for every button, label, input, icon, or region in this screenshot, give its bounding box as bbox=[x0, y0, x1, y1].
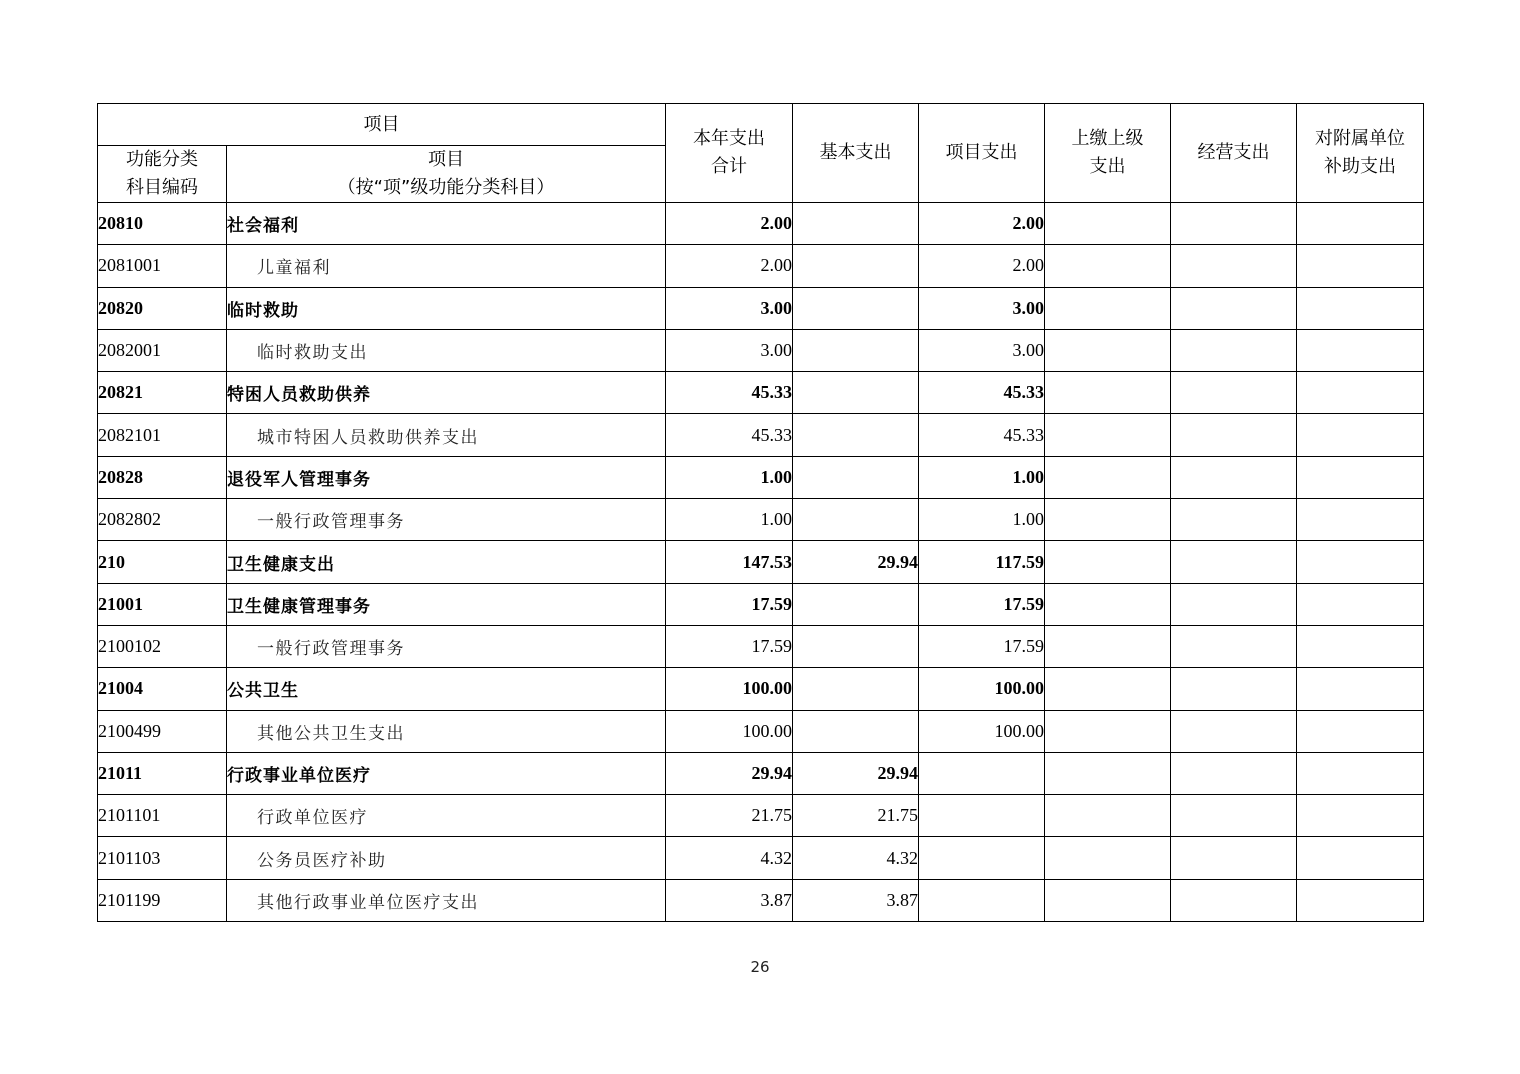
cell-business bbox=[1171, 795, 1297, 837]
cell-name: 公务员医疗补助 bbox=[227, 837, 666, 879]
cell-name: 其他公共卫生支出 bbox=[227, 710, 666, 752]
cell-subsidy bbox=[1297, 541, 1424, 583]
cell-subsidy bbox=[1297, 414, 1424, 456]
cell-upper bbox=[1045, 795, 1171, 837]
page-number: 26 bbox=[750, 958, 770, 976]
cell-basic bbox=[793, 329, 919, 371]
cell-subsidy bbox=[1297, 372, 1424, 414]
table-row bbox=[98, 583, 1424, 625]
cell-basic bbox=[793, 668, 919, 710]
cell-basic: 3.87 bbox=[793, 879, 919, 921]
cell-code: 21001 bbox=[98, 583, 227, 625]
table-row bbox=[98, 245, 1424, 287]
header-subsidy bbox=[1297, 104, 1424, 203]
cell-name: 临时救助支出 bbox=[227, 329, 666, 371]
header-business bbox=[1171, 104, 1297, 203]
table-row bbox=[98, 287, 1424, 329]
header-basic-line-1: 基本支出 bbox=[819, 142, 892, 163]
cell-project: 17.59 bbox=[919, 625, 1045, 667]
cell-code: 2101199 bbox=[98, 879, 227, 921]
cell-project: 3.00 bbox=[919, 287, 1045, 329]
cell-name: 儿童福利 bbox=[227, 245, 666, 287]
cell-basic: 21.75 bbox=[793, 795, 919, 837]
cell-name: 特困人员救助供养 bbox=[227, 372, 666, 414]
cell-project: 17.59 bbox=[919, 583, 1045, 625]
header-code bbox=[98, 146, 227, 203]
cell-project: 1.00 bbox=[919, 499, 1045, 541]
cell-code: 21011 bbox=[98, 752, 227, 794]
table-row bbox=[98, 456, 1424, 498]
cell-total: 2.00 bbox=[666, 245, 793, 287]
cell-subsidy bbox=[1297, 203, 1424, 245]
cell-basic bbox=[793, 583, 919, 625]
cell-upper bbox=[1045, 837, 1171, 879]
cell-total: 2.00 bbox=[666, 203, 793, 245]
cell-upper bbox=[1045, 541, 1171, 583]
cell-code: 2101101 bbox=[98, 795, 227, 837]
header-project-group bbox=[98, 104, 666, 146]
cell-name: 临时救助 bbox=[227, 287, 666, 329]
cell-business bbox=[1171, 541, 1297, 583]
cell-total: 17.59 bbox=[666, 625, 793, 667]
table-row bbox=[98, 879, 1424, 921]
cell-name: 其他行政事业单位医疗支出 bbox=[227, 879, 666, 921]
cell-business bbox=[1171, 456, 1297, 498]
cell-project bbox=[919, 795, 1045, 837]
cell-basic bbox=[793, 287, 919, 329]
cell-total: 3.87 bbox=[666, 879, 793, 921]
cell-basic bbox=[793, 499, 919, 541]
cell-basic bbox=[793, 625, 919, 667]
cell-business bbox=[1171, 499, 1297, 541]
cell-upper bbox=[1045, 710, 1171, 752]
table-row bbox=[98, 329, 1424, 371]
cell-business bbox=[1171, 668, 1297, 710]
table-row bbox=[98, 668, 1424, 710]
cell-business bbox=[1171, 245, 1297, 287]
cell-business bbox=[1171, 583, 1297, 625]
cell-subsidy bbox=[1297, 879, 1424, 921]
table-row bbox=[98, 752, 1424, 794]
cell-subsidy bbox=[1297, 245, 1424, 287]
cell-project: 100.00 bbox=[919, 668, 1045, 710]
cell-upper bbox=[1045, 499, 1171, 541]
cell-name: 公共卫生 bbox=[227, 668, 666, 710]
cell-project: 1.00 bbox=[919, 456, 1045, 498]
header-code-line-1: 功能分类 bbox=[126, 149, 198, 170]
cell-code: 20810 bbox=[98, 203, 227, 245]
cell-total: 4.32 bbox=[666, 837, 793, 879]
cell-subsidy bbox=[1297, 625, 1424, 667]
header-project-line-1: 项目支出 bbox=[945, 142, 1018, 163]
cell-total: 147.53 bbox=[666, 541, 793, 583]
cell-business bbox=[1171, 287, 1297, 329]
cell-basic: 29.94 bbox=[793, 541, 919, 583]
cell-project: 2.00 bbox=[919, 245, 1045, 287]
cell-total: 3.00 bbox=[666, 329, 793, 371]
cell-project: 117.59 bbox=[919, 541, 1045, 583]
cell-name: 城市特困人员救助供养支出 bbox=[227, 414, 666, 456]
header-total bbox=[666, 104, 793, 203]
table-row bbox=[98, 837, 1424, 879]
cell-project: 45.33 bbox=[919, 372, 1045, 414]
cell-total: 45.33 bbox=[666, 414, 793, 456]
cell-upper bbox=[1045, 625, 1171, 667]
cell-upper bbox=[1045, 668, 1171, 710]
cell-basic bbox=[793, 245, 919, 287]
cell-business bbox=[1171, 710, 1297, 752]
table-row bbox=[98, 541, 1424, 583]
cell-name: 卫生健康管理事务 bbox=[227, 583, 666, 625]
cell-business bbox=[1171, 625, 1297, 667]
header-total-line-2: 合计 bbox=[711, 156, 747, 177]
cell-code: 2082802 bbox=[98, 499, 227, 541]
header-upper-line-1: 上缴上级 bbox=[1071, 128, 1144, 149]
cell-code: 2081001 bbox=[98, 245, 227, 287]
table-row bbox=[98, 499, 1424, 541]
cell-subsidy bbox=[1297, 837, 1424, 879]
cell-upper bbox=[1045, 287, 1171, 329]
cell-name: 一般行政管理事务 bbox=[227, 499, 666, 541]
cell-subsidy bbox=[1297, 583, 1424, 625]
cell-upper bbox=[1045, 879, 1171, 921]
cell-basic: 4.32 bbox=[793, 837, 919, 879]
cell-name: 行政单位医疗 bbox=[227, 795, 666, 837]
cell-code: 2100102 bbox=[98, 625, 227, 667]
cell-project: 2.00 bbox=[919, 203, 1045, 245]
cell-subsidy bbox=[1297, 795, 1424, 837]
expenditure-table bbox=[97, 103, 1424, 922]
table-row bbox=[98, 372, 1424, 414]
cell-business bbox=[1171, 203, 1297, 245]
cell-name: 社会福利 bbox=[227, 203, 666, 245]
header-total-line-1: 本年支出 bbox=[693, 128, 765, 149]
cell-subsidy bbox=[1297, 499, 1424, 541]
header-name bbox=[227, 146, 666, 203]
cell-basic bbox=[793, 372, 919, 414]
cell-upper bbox=[1045, 456, 1171, 498]
cell-business bbox=[1171, 752, 1297, 794]
cell-upper bbox=[1045, 329, 1171, 371]
cell-code: 210 bbox=[98, 541, 227, 583]
cell-subsidy bbox=[1297, 752, 1424, 794]
cell-upper bbox=[1045, 203, 1171, 245]
cell-code: 2100499 bbox=[98, 710, 227, 752]
cell-subsidy bbox=[1297, 710, 1424, 752]
cell-subsidy bbox=[1297, 287, 1424, 329]
cell-upper bbox=[1045, 583, 1171, 625]
header-upper bbox=[1045, 104, 1171, 203]
cell-basic: 29.94 bbox=[793, 752, 919, 794]
header-subsidy-line-1: 对附属单位 bbox=[1315, 128, 1405, 149]
cell-project: 3.00 bbox=[919, 329, 1045, 371]
cell-subsidy bbox=[1297, 668, 1424, 710]
cell-total: 17.59 bbox=[666, 583, 793, 625]
cell-total: 3.00 bbox=[666, 287, 793, 329]
cell-business bbox=[1171, 879, 1297, 921]
cell-subsidy bbox=[1297, 329, 1424, 371]
header-basic bbox=[793, 104, 919, 203]
cell-total: 1.00 bbox=[666, 456, 793, 498]
cell-code: 20828 bbox=[98, 456, 227, 498]
cell-business bbox=[1171, 372, 1297, 414]
header-project bbox=[919, 104, 1045, 203]
header-code-line-2: 科目编码 bbox=[126, 177, 198, 198]
cell-upper bbox=[1045, 414, 1171, 456]
cell-project bbox=[919, 879, 1045, 921]
header-name-line-1: 项目 bbox=[428, 149, 464, 170]
cell-subsidy bbox=[1297, 456, 1424, 498]
cell-basic bbox=[793, 203, 919, 245]
cell-upper bbox=[1045, 245, 1171, 287]
cell-total: 1.00 bbox=[666, 499, 793, 541]
header-row-1 bbox=[98, 104, 1424, 146]
cell-business bbox=[1171, 329, 1297, 371]
cell-basic bbox=[793, 456, 919, 498]
cell-total: 100.00 bbox=[666, 668, 793, 710]
cell-code: 21004 bbox=[98, 668, 227, 710]
cell-upper bbox=[1045, 372, 1171, 414]
cell-code: 2101103 bbox=[98, 837, 227, 879]
cell-name: 卫生健康支出 bbox=[227, 541, 666, 583]
cell-basic bbox=[793, 414, 919, 456]
cell-total: 100.00 bbox=[666, 710, 793, 752]
cell-basic bbox=[793, 710, 919, 752]
cell-business bbox=[1171, 414, 1297, 456]
header-business-line-1: 经营支出 bbox=[1197, 142, 1270, 163]
cell-code: 2082001 bbox=[98, 329, 227, 371]
cell-project: 45.33 bbox=[919, 414, 1045, 456]
cell-total: 29.94 bbox=[666, 752, 793, 794]
table-row bbox=[98, 203, 1424, 245]
cell-code: 2082101 bbox=[98, 414, 227, 456]
table-row bbox=[98, 625, 1424, 667]
cell-total: 45.33 bbox=[666, 372, 793, 414]
cell-project: 100.00 bbox=[919, 710, 1045, 752]
cell-code: 20821 bbox=[98, 372, 227, 414]
cell-project bbox=[919, 752, 1045, 794]
cell-name: 退役军人管理事务 bbox=[227, 456, 666, 498]
cell-name: 一般行政管理事务 bbox=[227, 625, 666, 667]
cell-name: 行政事业单位医疗 bbox=[227, 752, 666, 794]
table-row bbox=[98, 710, 1424, 752]
cell-business bbox=[1171, 837, 1297, 879]
cell-code: 20820 bbox=[98, 287, 227, 329]
header-name-line-2: （按“项”级功能分类科目） bbox=[337, 177, 555, 198]
cell-total: 21.75 bbox=[666, 795, 793, 837]
table-row bbox=[98, 414, 1424, 456]
table-body bbox=[98, 203, 1424, 922]
cell-upper bbox=[1045, 752, 1171, 794]
table-row bbox=[98, 795, 1424, 837]
header-upper-line-2: 支出 bbox=[1089, 156, 1126, 177]
header-project-group-label: 项目 bbox=[363, 113, 400, 135]
header-subsidy-line-2: 补助支出 bbox=[1324, 156, 1396, 177]
cell-project bbox=[919, 837, 1045, 879]
